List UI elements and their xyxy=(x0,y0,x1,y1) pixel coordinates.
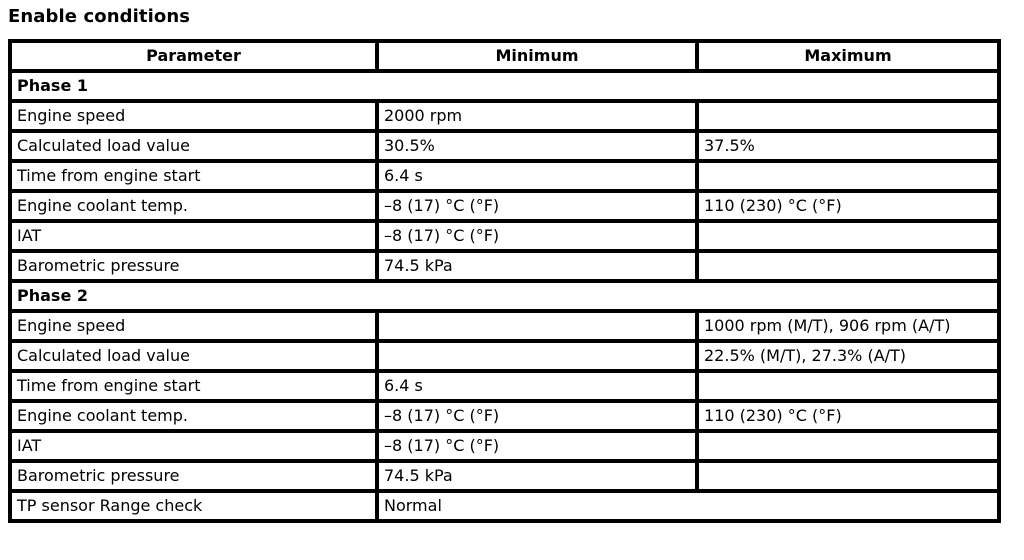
table-row xyxy=(10,431,999,461)
parameter-cell: Time from engine start xyxy=(10,371,377,401)
maximum-cell xyxy=(697,371,999,401)
minimum-cell xyxy=(377,341,697,371)
maximum-cell xyxy=(697,221,999,251)
parameter-cell: IAT xyxy=(10,221,377,251)
parameter-cell: TP sensor Range check xyxy=(10,491,377,521)
parameter-cell: Barometric pressure xyxy=(10,251,377,281)
minimum-cell: 6.4 s xyxy=(377,161,697,191)
value-cell: Normal xyxy=(377,491,999,521)
parameter-cell: Engine coolant temp. xyxy=(10,191,377,221)
parameter-cell: Engine speed xyxy=(10,311,377,341)
minimum-cell: 6.4 s xyxy=(377,371,697,401)
maximum-cell: 22.5% (M/T), 27.3% (A/T) xyxy=(697,341,999,371)
table-header-row xyxy=(10,41,999,71)
minimum-cell: 74.5 kPa xyxy=(377,251,697,281)
parameter-cell: Engine coolant temp. xyxy=(10,401,377,431)
table-row xyxy=(10,131,999,161)
phase-1-label: Phase 1 xyxy=(10,71,999,101)
minimum-cell: 30.5% xyxy=(377,131,697,161)
maximum-cell: 110 (230) °C (°F) xyxy=(697,401,999,431)
maximum-cell: 37.5% xyxy=(697,131,999,161)
maximum-cell xyxy=(697,101,999,131)
parameter-cell: Barometric pressure xyxy=(10,461,377,491)
minimum-cell: –8 (17) °C (°F) xyxy=(377,191,697,221)
table-row xyxy=(10,191,999,221)
table-row xyxy=(10,461,999,491)
phase-2-label: Phase 2 xyxy=(10,281,999,311)
header-minimum: Minimum xyxy=(377,41,697,71)
maximum-cell: 110 (230) °C (°F) xyxy=(697,191,999,221)
minimum-cell: –8 (17) °C (°F) xyxy=(377,401,697,431)
maximum-cell xyxy=(697,161,999,191)
header-maximum: Maximum xyxy=(697,41,999,71)
minimum-cell: –8 (17) °C (°F) xyxy=(377,431,697,461)
table-row xyxy=(10,401,999,431)
header-parameter: Parameter xyxy=(10,41,377,71)
page-title: Enable conditions xyxy=(8,6,191,27)
table-row xyxy=(10,221,999,251)
table-row xyxy=(10,251,999,281)
table-row xyxy=(10,161,999,191)
phase-row xyxy=(10,281,999,311)
table-row xyxy=(10,341,999,371)
table-row xyxy=(10,311,999,341)
maximum-cell xyxy=(697,431,999,461)
parameter-cell: Calculated load value xyxy=(10,131,377,161)
minimum-cell: 74.5 kPa xyxy=(377,461,697,491)
parameter-cell: IAT xyxy=(10,431,377,461)
maximum-cell xyxy=(697,461,999,491)
maximum-cell: 1000 rpm (M/T), 906 rpm (A/T) xyxy=(697,311,999,341)
parameter-cell: Time from engine start xyxy=(10,161,377,191)
minimum-cell: –8 (17) °C (°F) xyxy=(377,221,697,251)
enable-conditions-table-wrap xyxy=(8,39,1001,523)
maximum-cell xyxy=(697,251,999,281)
phase-row xyxy=(10,71,999,101)
parameter-cell: Calculated load value xyxy=(10,341,377,371)
minimum-cell xyxy=(377,311,697,341)
minimum-cell: 2000 rpm xyxy=(377,101,697,131)
parameter-cell: Engine speed xyxy=(10,101,377,131)
table-row xyxy=(10,371,999,401)
enable-conditions-table xyxy=(8,39,1001,523)
table-row xyxy=(10,101,999,131)
table-row xyxy=(10,491,999,521)
